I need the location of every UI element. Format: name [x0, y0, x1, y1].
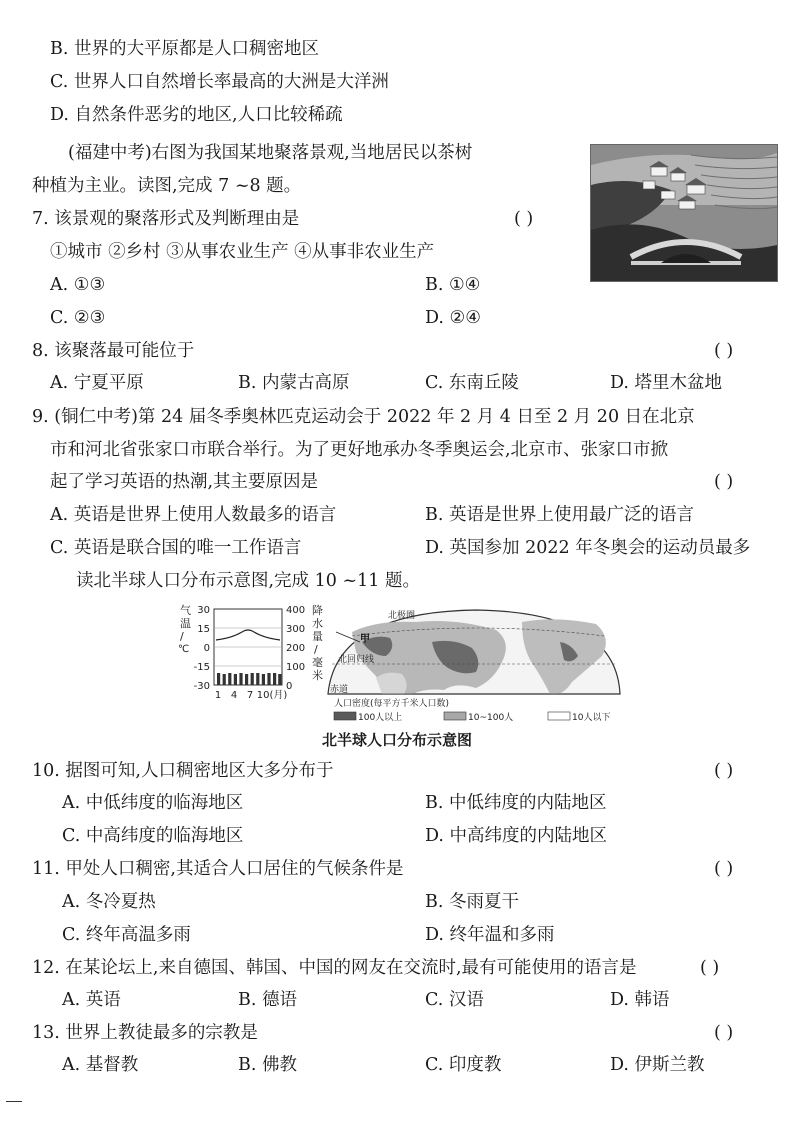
x-tick-1: 1 — [214, 690, 222, 701]
q13-answer-blank[interactable]: ( ) — [714, 1023, 734, 1043]
q13-option-d: D. 伊斯兰教 — [610, 1055, 705, 1075]
tropic-label: 北回归线 — [338, 655, 375, 665]
q8-answer-blank[interactable]: ( ) — [714, 341, 734, 361]
village-photo-graphic — [591, 145, 777, 281]
q9-stem-line1: 9. (铜仁中考)第 24 届冬季奥林匹克运动会于 2022 年 2 月 4 日至 2 月 20 日在北京 — [32, 407, 695, 427]
left-axis-title-part4: ℃ — [178, 644, 190, 655]
point-jia-label: 甲 — [360, 634, 370, 645]
q13-option-c: C. 印度教 — [425, 1055, 502, 1075]
legend-swatch-sparse — [548, 712, 570, 720]
intro-7-8-line1: (福建中考)右图为我国某地聚落景观,当地居民以茶树 — [68, 143, 473, 163]
q7-option-c: C. ②③ — [50, 308, 106, 328]
q10-option-d: D. 中高纬度的内陆地区 — [425, 826, 608, 846]
right-tick-400: 400 — [286, 605, 306, 616]
q6-option-d: D. 自然条件恶劣的地区,人口比较稀疏 — [50, 105, 343, 125]
q11-option-b: B. 冬雨夏干 — [425, 892, 519, 912]
legend-title: 人口密度(每平方千米人口数) — [334, 699, 450, 709]
q12-option-d: D. 韩语 — [610, 990, 670, 1010]
hemisphere-map — [328, 609, 620, 695]
q8-stem: 8. 该聚落最可能位于 — [32, 341, 195, 361]
q11-answer-blank[interactable]: ( ) — [714, 859, 734, 879]
q7-option-b: B. ①④ — [425, 275, 481, 295]
right-axis-title-part5: 毫 — [312, 656, 323, 669]
population-distribution-figure — [176, 602, 622, 728]
right-axis-title-part4: / — [314, 643, 318, 656]
legend-label-sparse: 10人以下 — [572, 713, 611, 723]
q6-option-c: C. 世界人口自然增长率最高的大洲是大洋洲 — [50, 72, 389, 92]
q13-stem: 13. 世界上教徒最多的宗教是 — [32, 1023, 258, 1043]
right-tick-100: 100 — [286, 662, 306, 673]
legend-label-medium: 10~100人 — [468, 713, 514, 723]
right-axis-title-part6: 米 — [312, 669, 323, 682]
q13-option-b: B. 佛教 — [238, 1055, 297, 1075]
q9-option-d: D. 英国参加 2022 年冬奥会的运动员最多 — [425, 538, 751, 558]
left-axis-title-part1: 气 — [180, 604, 191, 617]
q12-answer-blank[interactable]: ( ) — [700, 958, 720, 978]
q9-answer-blank[interactable]: ( ) — [714, 472, 734, 492]
q12-option-a: A. 英语 — [62, 990, 121, 1010]
equator-label: 赤道 — [330, 685, 349, 695]
q9-option-a: A. 英语是世界上使用人数最多的语言 — [50, 505, 337, 525]
q10-answer-blank[interactable]: ( ) — [714, 761, 734, 781]
right-tick-300: 300 — [286, 624, 306, 635]
q9-stem-line2: 市和河北省张家口市联合举行。为了更好地承办冬季奥运会,北京市、张家口市掀 — [50, 440, 669, 460]
x-tick-4: 4 — [230, 690, 238, 701]
q11-option-c: C. 终年高温多雨 — [62, 925, 191, 945]
figure-graphic — [176, 602, 622, 728]
q11-option-a: A. 冬冷夏热 — [62, 892, 156, 912]
figure-caption: 北半球人口分布示意图 — [321, 731, 472, 749]
q10-option-a: A. 中低纬度的临海地区 — [62, 793, 244, 813]
q7-option-a: A. ①③ — [50, 275, 106, 295]
arctic-circle-label: 北极圈 — [388, 611, 416, 621]
legend-swatch-medium — [444, 712, 466, 720]
q9-option-b: B. 英语是世界上使用最广泛的语言 — [425, 505, 694, 525]
intro-10-11: 读北半球人口分布示意图,完成 10 ~11 题。 — [76, 571, 420, 591]
q10-option-b: B. 中低纬度的内陆地区 — [425, 793, 607, 813]
right-tick-0: 0 — [286, 681, 293, 692]
left-tick-0: 0 — [203, 643, 210, 654]
q7-answer-blank[interactable]: ( ) — [514, 209, 534, 229]
q7-items: ①城市 ②乡村 ③从事农业生产 ④从事非农业生产 — [50, 242, 435, 262]
right-tick-200: 200 — [286, 643, 306, 654]
legend-swatch-dense — [334, 712, 356, 720]
x-tick-10: 10(月) — [256, 690, 288, 701]
right-axis-title-part1: 降 — [312, 604, 323, 617]
q12-stem: 12. 在某论坛上,来自德国、韩国、中国的网友在交流时,最有可能使用的语言是 — [32, 958, 637, 978]
q8-option-b: B. 内蒙古高原 — [238, 373, 350, 393]
x-tick-7: 7 — [246, 690, 254, 701]
q11-option-d: D. 终年温和多雨 — [425, 925, 555, 945]
q11-stem: 11. 甲处人口稠密,其适合人口居住的气候条件是 — [32, 859, 404, 879]
q8-option-c: C. 东南丘陵 — [425, 373, 519, 393]
right-axis-title-part3: 量 — [312, 630, 323, 643]
left-tick-neg30: -30 — [193, 681, 210, 692]
q8-option-d: D. 塔里木盆地 — [610, 373, 723, 393]
right-axis-title-part2: 水 — [312, 617, 323, 630]
temperature-curve — [216, 630, 280, 640]
page-footer-dash — [6, 1101, 22, 1102]
village-terraces-photo — [590, 144, 778, 282]
q13-option-a: A. 基督教 — [62, 1055, 139, 1075]
q7-option-d: D. ②④ — [425, 308, 481, 328]
precipitation-bars — [217, 673, 281, 685]
intro-7-8-line2: 种植为主业。读图,完成 7 ~8 题。 — [32, 176, 302, 196]
q10-stem: 10. 据图可知,人口稠密地区大多分布于 — [32, 761, 334, 781]
q9-stem-line3: 起了学习英语的热潮,其主要原因是 — [50, 472, 319, 492]
q6-option-b: B. 世界的大平原都是人口稠密地区 — [50, 39, 319, 59]
q12-option-c: C. 汉语 — [425, 990, 484, 1010]
left-axis-title-part3: / — [180, 630, 184, 643]
q10-option-c: C. 中高纬度的临海地区 — [62, 826, 244, 846]
left-tick-neg15: -15 — [193, 662, 210, 673]
q12-option-b: B. 德语 — [238, 990, 297, 1010]
q9-option-c: C. 英语是联合国的唯一工作语言 — [50, 538, 302, 558]
q8-option-a: A. 宁夏平原 — [50, 373, 144, 393]
q7-stem: 7. 该景观的聚落形式及判断理由是 — [32, 209, 300, 229]
left-tick-30: 30 — [197, 605, 210, 616]
legend-label-dense: 100人以上 — [358, 713, 403, 723]
left-tick-15: 15 — [197, 624, 210, 635]
left-axis-title-part2: 温 — [180, 617, 191, 630]
